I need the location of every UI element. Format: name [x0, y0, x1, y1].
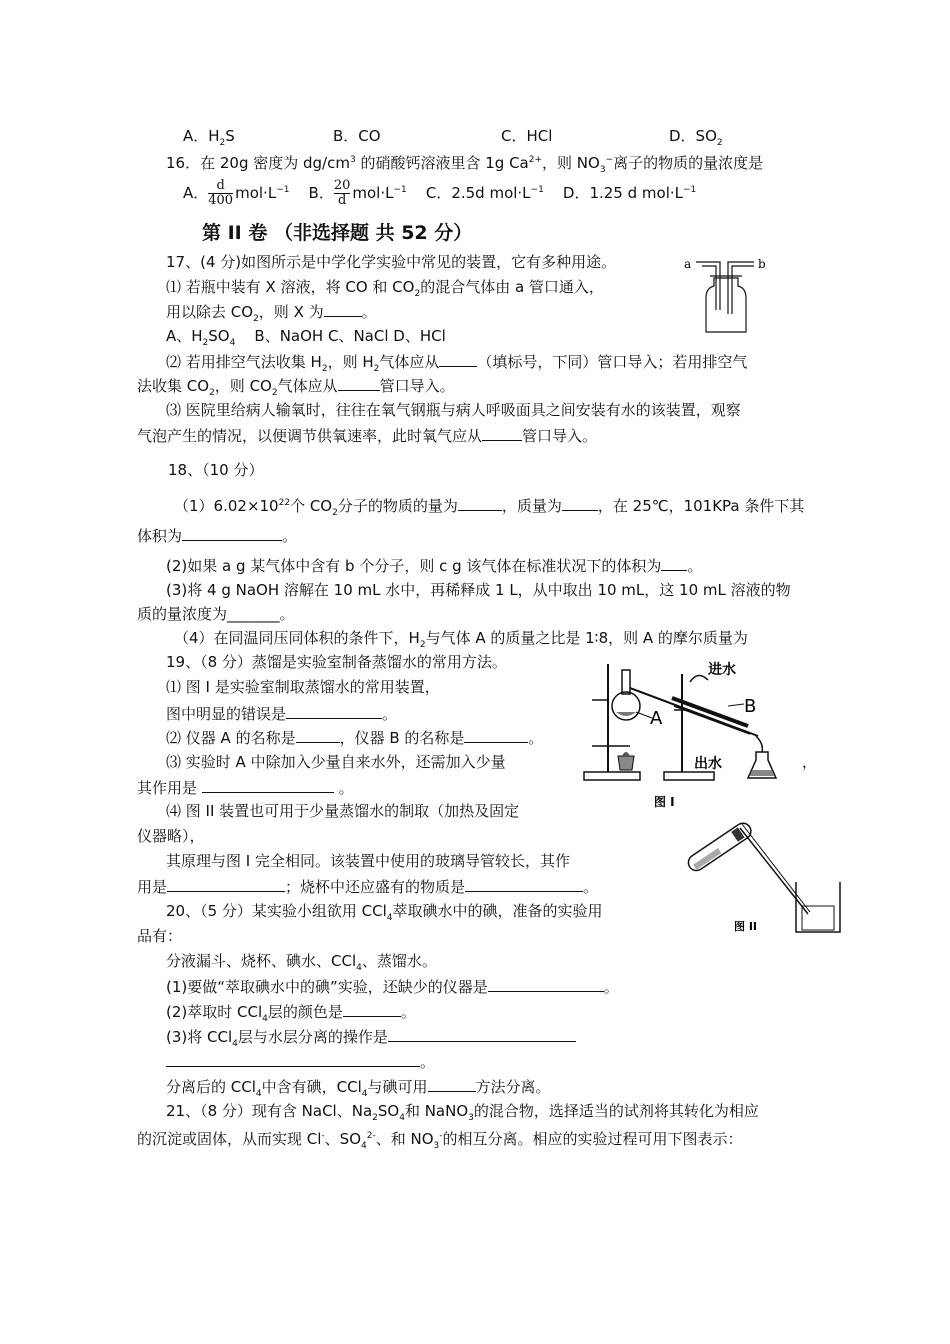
- q17-part1-line2: 用以除去 $CO_2$，则 X 为 。: [166, 303, 377, 324]
- q16-stem: 16．在 20g 密度为 $dg/cm^3$ 的硝酸钙溶液里含 1g $Ca^{2+}$，则 $NO_3^-$离子的物质的量浓度是: [166, 154, 764, 175]
- q19-part4-line2: 仪器略），: [137, 827, 205, 845]
- q19-part1-line1: ⑴ 图 I 是实验室制取蒸馏水的常用装置，: [166, 678, 440, 696]
- q15-option-a: A．$H_2S$: [183, 127, 235, 148]
- q18-part3-line1: (3)将 4 g NaOH 溶解在 10 mL 水中，再稀释成 1 L，从中取出 10 mL，这 10 mL 溶液的物: [166, 581, 791, 599]
- q21-line1: 21、（8 分）现有含 NaCl、$Na_2SO_4$和 NaNO$_3$的混合物，选择适当的试剂将其转化为相应: [166, 1102, 759, 1123]
- q19-part3-comma: ，: [802, 753, 818, 771]
- fraction-b: $\frac{20}{d}$: [333, 178, 351, 208]
- q19-part4-line1: ⑷ 图 II 装置也可用于少量蒸馏水的制取（加热及固定: [166, 802, 520, 820]
- q19-part4-line4: 用是 ；烧杯中还应盛有的物质是 。: [137, 878, 599, 896]
- q15-option-d: D．$SO_2$: [669, 127, 723, 148]
- q20-part1: (1)要做“萃取碘水中的碘”实验，还缺少的仪器是 。: [166, 978, 619, 996]
- q20-part4: 分离后的 CCl$_4$中含有碘，CCl$_4$与碘可用 方法分离。: [166, 1078, 551, 1099]
- q17-part3-line2: 气泡产生的情况，以便调节供氧速率，此时氧气应从 管口导入。: [137, 427, 598, 445]
- section-title: 第 II 卷 （非选择题 共 52 分）: [202, 222, 473, 244]
- fig-label-a: a: [684, 257, 692, 271]
- q20-part3-continued: 。: [166, 1051, 435, 1072]
- q15-option-c: C．HCl: [501, 127, 553, 145]
- q19-part4-line3: 其原理与图 I 完全相同。该装置中使用的玻璃导管较长，其作: [166, 852, 570, 870]
- q18-part3-line2: 质的量浓度为_______。: [137, 605, 295, 623]
- q17-part3-line1: ⑶ 医院里给病人输氧时，往往在氧气钢瓶与病人呼吸面具之间安装有水的该装置，观察: [166, 401, 741, 419]
- instrument-B-label: B: [744, 696, 757, 717]
- q20-stem-line2: 品有：: [137, 927, 183, 945]
- q18-part1-line2: 体积为 。: [137, 527, 298, 545]
- q19-part1-line2: 图中明显的错误是 。: [166, 705, 398, 723]
- gas-washing-bottle-figure: [680, 252, 770, 337]
- fraction-a: $\frac{d}{400}$: [208, 178, 234, 208]
- q18-part2: (2)如果 a g 某气体中含有 b 个分子，则 c g 该气体在标准状况下的体积为 。: [166, 557, 703, 575]
- q19-part3-line1: ⑶ 实验时 A 中除加入少量自来水外，还需加入少量: [166, 753, 506, 771]
- q19-part2: ⑵ 仪器 A 的名称是 ，仪器 B 的名称是 。: [166, 729, 544, 747]
- q20-part3: (3)将 CCl$_4$层与水层分离的操作是: [166, 1026, 576, 1054]
- q18-part4: （4）在同温同压同体积的条件下，$H_2$与气体 A 的质量之比是 1∶8，则 A 的摩尔质量为: [174, 629, 748, 650]
- q17-stem: 17、(4 分)如图所示是中学化学实验中常见的装置，它有多种用途。: [166, 253, 617, 271]
- instrument-A-label: A: [650, 708, 663, 729]
- q17-part1-line1: ⑴ 若瓶中装有 X 溶液，将 CO 和 $CO_2$的混合气体由 a 管口通入，: [166, 278, 604, 299]
- q20-items: 分液漏斗、烧杯、碘水、CCl$_4$、蒸馏水。: [166, 952, 437, 973]
- water-out-label: 出水: [694, 756, 722, 772]
- figure-2-label: 图 II: [734, 920, 758, 933]
- q18-part1-line1: $(1)6.02\times 10^{22}$个 $CO_2$分子的物质的量为 ，质量为 ，在 25℃，101KPa 条件下其: [174, 497, 805, 518]
- q20-stem-line1: 20、（5 分）某实验小组欲用 CCl$_4$萃取碘水中的碘，准备的实验用: [166, 902, 603, 923]
- q17-options: A、$H_2SO_4$ B、NaOH C、NaCl D、HCl: [166, 327, 446, 348]
- q15-option-b: B．CO: [333, 127, 381, 145]
- q18-title: 18、（10 分）: [168, 461, 264, 479]
- q17-part2-line1: ⑵ 若用排空气法收集 $H_2$，则 $H_2$气体应从 （填标号，下同）管口导入；若用排空气: [166, 353, 748, 374]
- q20-part2: (2)萃取时 CCl$_4$层的颜色是 。: [166, 1003, 416, 1024]
- figure-1-label: 图 I: [654, 795, 675, 809]
- q16-options: A． $\frac{d}{400}$ $mol\cdot L^{-1}$ B． $\frac{20}{d}$ $mol\cdot L^{-1}$ C．2.5d $mol\cdot L^{-1}$ D．1.25 d $mol\cdot L^{-1}$: [183, 178, 697, 208]
- q19-stem: 19、（8 分）蒸馏是实验室制备蒸馏水的常用方法。: [166, 653, 507, 671]
- q21-line2: 的沉淀或固体，从而实现 Cl-、$SO_4^{2-}$、和 $NO_3^-$的相互分离。相应的实验过程可用下图表示：: [137, 1130, 743, 1151]
- q19-part3-line2: 其作用是 。: [137, 779, 354, 797]
- fig-label-b: b: [758, 257, 766, 271]
- distillation-apparatus-figure: [578, 660, 810, 812]
- long-tube-apparatus-figure: [678, 808, 848, 938]
- q17-part2-line2: 法收集 $CO_2$，则 $CO_2$气体应从 管口导入。: [137, 377, 455, 398]
- water-in-label: 进水: [708, 662, 736, 678]
